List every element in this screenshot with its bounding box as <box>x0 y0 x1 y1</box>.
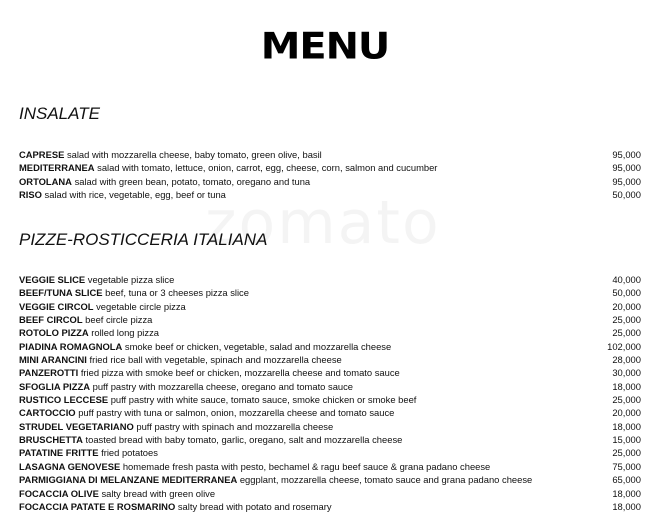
menu-item-description: puff pastry with white sauce, tomato sauce, smoke chicken or smoke beef <box>110 394 417 406</box>
menu-item-price: 15,000 <box>612 434 641 446</box>
menu-item-description: smoke beef or chicken, vegetable, salad and mozzarella cheese <box>124 340 392 352</box>
menu-item-description: salad with rice, vegetable, egg, beef or tuna <box>44 189 226 201</box>
menu-item-price: 75,000 <box>612 460 641 472</box>
menu-item-description: toasted bread with baby tomato, garlic, oregano, salt and mozzarella cheese <box>85 434 403 446</box>
menu-item-description: eggplant, mozzarella cheese, tomato sauce and grana padano cheese <box>239 474 533 486</box>
menu-item-text <box>19 300 186 313</box>
menu-item-price: 50,000 <box>612 189 641 201</box>
menu-item-price: 40,000 <box>612 274 641 285</box>
menu-item <box>19 353 641 366</box>
menu-item-name: ROTOLO PIZZA <box>19 327 89 339</box>
menu-item-description: salad with tomato, lettuce, onion, carrot, egg, cheese, corn, salmon and cucumber <box>97 162 438 174</box>
menu-item-text <box>19 340 391 353</box>
menu-item-description: vegetable pizza slice <box>87 274 175 285</box>
menu-item-text <box>19 420 333 433</box>
menu-item-text <box>19 353 342 366</box>
menu-item <box>19 286 641 299</box>
menu-item-price: 25,000 <box>612 394 641 406</box>
menu-item-description: vegetable circle pizza <box>96 300 186 312</box>
pizze-list <box>19 273 641 513</box>
section-heading-insalate: INSALATE <box>19 104 100 123</box>
menu-item <box>19 500 641 513</box>
menu-item <box>19 460 641 473</box>
menu-item-description: salad with mozzarella cheese, baby tomato, green olive, basil <box>66 149 322 160</box>
menu-item-text <box>19 460 490 473</box>
section-heading-pizze: PIZZE-ROSTICCERIA ITALIANA <box>19 230 268 249</box>
menu-item-name: RUSTICO LECCESE <box>19 394 109 406</box>
menu-item <box>19 420 641 433</box>
menu-item-text <box>19 500 332 513</box>
menu-item <box>19 366 641 379</box>
menu-item-description: salad with green bean, potato, tomato, oregano and tuna <box>74 175 311 187</box>
menu-item-text <box>19 433 402 446</box>
menu-title: MENU <box>260 25 390 67</box>
menu-item-text <box>19 393 416 406</box>
menu-item-text <box>19 326 159 339</box>
menu-item-name: VEGGIE SLICE <box>19 274 86 285</box>
menu-item-description: salty bread with green olive <box>101 487 216 499</box>
menu-item-name: ORTOLANA <box>19 175 72 187</box>
menu-item-description: fried rice ball with vegetable, spinach and mozzarella cheese <box>89 354 342 366</box>
menu-item-description: beef circle pizza <box>85 314 153 326</box>
menu-item-name: BEEF/TUNA SLICE <box>19 287 103 299</box>
menu-item-price: 95,000 <box>612 175 641 187</box>
menu-item-text <box>19 473 532 486</box>
menu-item-text <box>19 380 353 393</box>
menu-item-price: 50,000 <box>612 287 641 299</box>
menu-item-name: RISO <box>19 189 42 201</box>
menu-item-name: SFOGLIA PIZZA <box>19 380 91 392</box>
menu-item-price: 95,000 <box>612 162 641 174</box>
menu-item-name: BRUSCHETTA <box>19 434 83 446</box>
menu-item-name: MEDITERRANEA <box>19 162 95 174</box>
menu-item <box>19 326 641 339</box>
menu-item-description: beef, tuna or 3 cheeses pizza slice <box>105 287 249 299</box>
menu-item-description: salty bread with potato and rosemary <box>177 500 332 512</box>
menu-item <box>19 340 641 353</box>
menu-item-description: puff pastry with spinach and mozzarella cheese <box>136 420 334 432</box>
menu-item-description: homemade fresh pasta with pesto, bechamel & ragu beef sauce & grana padano cheese <box>122 460 491 472</box>
menu-item-name: LASAGNA GENOVESE <box>19 460 121 472</box>
menu-item <box>19 188 641 201</box>
menu-item-price: 28,000 <box>612 354 641 366</box>
menu-item-text <box>19 161 437 174</box>
menu-item-price: 25,000 <box>612 314 641 326</box>
menu-item <box>19 433 641 446</box>
menu-item <box>19 380 641 393</box>
menu-item-name: PATATINE FRITTE <box>19 447 99 459</box>
menu-item-name: STRUDEL VEGETARIANO <box>19 420 134 432</box>
insalate-list <box>19 148 641 201</box>
menu-item-name: BEEF CIRCOL <box>19 314 83 326</box>
menu-item-text <box>19 366 400 379</box>
menu-item-price: 30,000 <box>612 367 641 379</box>
menu-item-name: CAPRESE <box>19 149 65 160</box>
menu-item-name: FOCACCIA OLIVE <box>19 487 99 499</box>
menu-item-description: fried pizza with smoke beef or chicken, mozzarella cheese and tomato sauce <box>80 367 400 379</box>
menu-item-price: 18,000 <box>612 420 641 432</box>
menu-item <box>19 161 641 174</box>
menu-item-price: 18,000 <box>612 487 641 499</box>
menu-item-price: 20,000 <box>612 300 641 312</box>
menu-item-name: VEGGIE CIRCOL <box>19 300 94 312</box>
menu-item-description: rolled long pizza <box>91 327 159 339</box>
menu-item-text <box>19 406 394 419</box>
menu-item-text <box>19 273 174 286</box>
menu-item-text <box>19 446 158 459</box>
menu-item-text <box>19 148 322 161</box>
menu-item-description: fried potatoes <box>101 447 158 459</box>
menu-item-price: 65,000 <box>612 474 641 486</box>
menu-item-price: 25,000 <box>612 327 641 339</box>
menu-item <box>19 393 641 406</box>
menu-item-text <box>19 313 152 326</box>
menu-item-description: puff pastry with mozzarella cheese, oregano and tomato sauce <box>92 380 354 392</box>
menu-item-price: 25,000 <box>612 447 641 459</box>
menu-item <box>19 313 641 326</box>
menu-item-price: 20,000 <box>612 407 641 419</box>
menu-item <box>19 175 641 188</box>
menu-item-text <box>19 175 310 188</box>
menu-item <box>19 446 641 459</box>
menu-item-text <box>19 286 249 299</box>
menu-item-name: MINI ARANCINI <box>19 354 87 366</box>
menu-item <box>19 406 641 419</box>
menu-item <box>19 273 641 286</box>
menu-item-name: CARTOCCIO <box>19 407 76 419</box>
menu-item-name: PANZEROTTI <box>19 367 79 379</box>
menu-item <box>19 300 641 313</box>
menu-item-price: 95,000 <box>612 149 641 160</box>
menu-item <box>19 487 641 500</box>
menu-item-description: puff pastry with tuna or salmon, onion, mozzarella cheese and tomato sauce <box>78 407 395 419</box>
menu-item-name: PIADINA ROMAGNOLA <box>19 340 123 352</box>
menu-item-price: 102,000 <box>607 340 641 352</box>
menu-item <box>19 148 641 161</box>
menu-item-name: FOCACCIA PATATE E ROSMARINO <box>19 500 176 512</box>
menu-item <box>19 473 641 486</box>
menu-item-price: 18,000 <box>612 500 641 512</box>
menu-item-text <box>19 188 226 201</box>
menu-item-name: PARMIGGIANA DI MELANZANE MEDITERRANEA <box>19 474 238 486</box>
menu-item-text <box>19 487 215 500</box>
menu-item-price: 18,000 <box>612 380 641 392</box>
